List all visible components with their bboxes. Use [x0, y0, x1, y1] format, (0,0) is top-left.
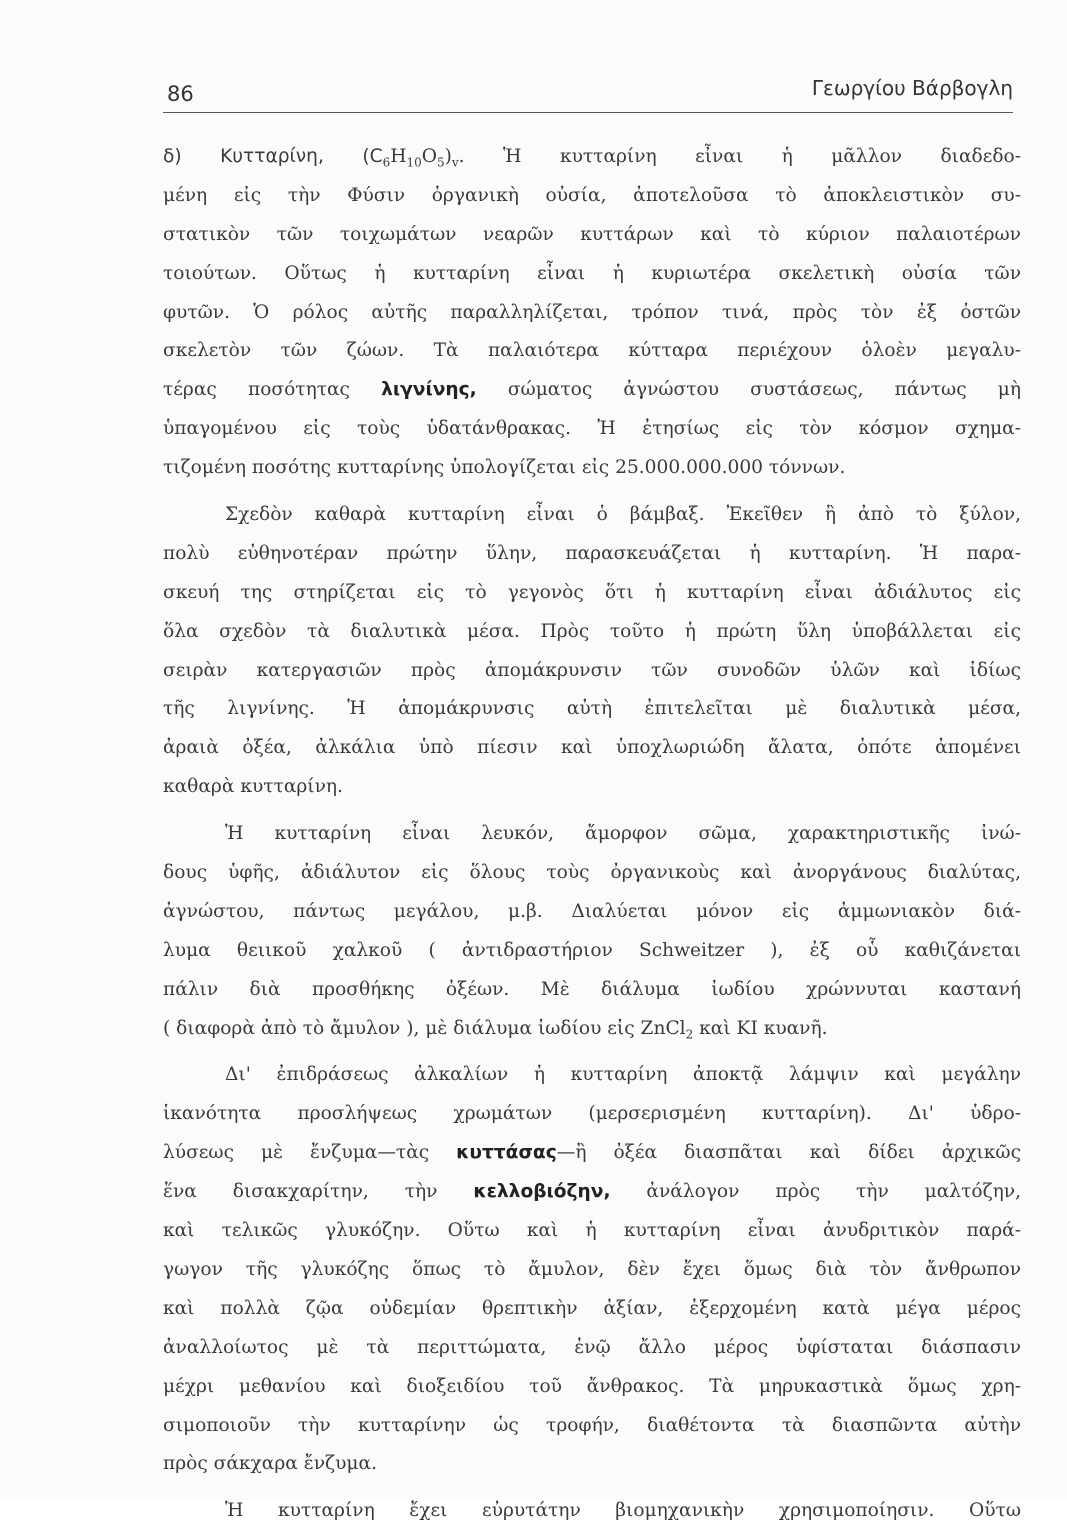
bold-term: κελλοβιόζην, — [473, 1181, 611, 1203]
text-line — [163, 932, 1021, 971]
text-line — [163, 294, 1021, 333]
body-text — [163, 138, 1021, 1531]
text-run: λυμα θειικοῦ χαλκοῦ ( ἀντιδραστήριον Schweitzer ), ἐξ οὗ καθιζάνεται — [163, 939, 1021, 961]
text-run: λύσεως μὲ ἔνζυμα—τὰς — [163, 1142, 457, 1164]
paragraph — [163, 496, 1021, 807]
text-line — [163, 371, 1021, 410]
text-line — [163, 893, 1021, 932]
text-run: Ἡ κυτταρίνη ἔχει εὐρυτάτην βιομηχανικὴν χρησιμοποίησιν. Οὕτω — [225, 1500, 1021, 1522]
text-run: ἀνάλογον πρὸς τὴν μαλτόζην, — [610, 1181, 1021, 1203]
text-run: καὶ KI κυανῆ. — [693, 1017, 828, 1039]
text-line — [163, 1492, 1021, 1531]
text-run: πάλιν διὰ προσθήκης ὀξέων. Μὲ διάλυμα ἰωδίου χρώννυται καστανή — [163, 978, 1021, 1000]
paragraph — [163, 1056, 1021, 1484]
text-run: ) — [444, 146, 452, 167]
bold-term: λιγνίνης, — [381, 379, 477, 401]
text-line — [163, 1173, 1021, 1212]
text-line — [163, 613, 1021, 652]
text-line — [163, 971, 1021, 1010]
text-run: ἕνα δισακχαρίτην, τὴν — [163, 1181, 474, 1203]
paragraph-gap — [163, 488, 1021, 496]
subscript: 2 — [685, 1027, 694, 1042]
text-run: τέρας ποσότητας — [163, 379, 382, 401]
text-run: ἱκανότητα προσλήψεως χρωμάτων (μερσερισμένη κυτταρίνη). Δι' ὑδρο- — [163, 1103, 1021, 1125]
text-line — [163, 574, 1021, 613]
text-line — [163, 768, 1021, 807]
running-title: Γεωργίου Βάρβογλη — [811, 76, 1013, 100]
text-run: σκελετὸν τῶν ζώων. Τὰ παλαιότερα κύτταρα περιέχουν ὁλοὲν μεγαλυ- — [163, 340, 1021, 362]
text-line — [163, 729, 1021, 768]
text-run: Ἡ κυτταρίνη εἶναι λευκόν, ἄμορφον σῶμα, χαρακτηριστικῆς ἰνώ- — [225, 823, 1021, 845]
text-line — [163, 1290, 1021, 1329]
paragraph-gap — [163, 807, 1021, 815]
text-line — [163, 449, 1021, 488]
paragraph — [163, 1492, 1021, 1531]
text-run: σιμοποιοῦν τὴν κυτταρίνην ὡς τροφήν, διαθέτοντα τὰ διασπῶντα αὐτὴν — [163, 1414, 1021, 1436]
text-line — [163, 1056, 1021, 1095]
text-run: τοιούτων. Οὕτως ἡ κυτταρίνη εἶναι ἡ κυριωτέρα σκελετικὴ οὐσία τῶν — [163, 262, 1021, 284]
subscript: 10 — [406, 155, 422, 170]
text-run: . Ἡ κυτταρίνη εἶναι ἡ μᾶλλον διαδεδο- — [458, 146, 1021, 167]
text-run: σκευή της στηρίζεται εἰς τὸ γεγονὸς ὅτι ἡ κυτταρίνη εἶναι ἀδιάλυτος εἰς — [163, 581, 1021, 603]
text-line — [163, 1368, 1021, 1407]
text-run: τιζομένη ποσότης κυτταρίνης ὑπολογίζεται εἰς 25.000.000.000 τόννων. — [163, 457, 846, 479]
text-line — [163, 1445, 1021, 1484]
paragraph — [163, 815, 1021, 1048]
text-run: καὶ πολλὰ ζῷα οὐδεμίαν θρεπτικὴν ἀξίαν, ἐξερχομένη κατὰ μέγα μέρος — [163, 1297, 1021, 1319]
paragraph — [163, 138, 1021, 488]
text-run: δους ὑφῆς, ἀδιάλυτον εἰς ὅλους τοὺς ὀργανικοὺς καὶ ἀνοργάνους διαλύτας, — [163, 862, 1021, 884]
text-line — [163, 1212, 1021, 1251]
text-run: O — [421, 146, 437, 167]
paragraph-gap — [163, 1484, 1021, 1492]
text-line — [163, 1251, 1021, 1290]
text-line — [163, 1010, 1021, 1049]
text-run: πολὺ εὐθηνοτέραν πρώτην ὕλην, παρασκευάζεται ἡ κυτταρίνη. Ἡ παρα- — [163, 542, 1021, 564]
text-run: Σχεδὸν καθαρὰ κυτταρίνη εἶναι ὁ βάμβαξ. Ἐκεῖθεν ἢ ἀπὸ τὸ ξύλον, — [225, 504, 1021, 526]
text-line — [163, 854, 1021, 893]
text-run: καθαρὰ κυτταρίνη. — [163, 776, 343, 798]
page-header — [163, 70, 1013, 114]
text-run: H — [390, 146, 407, 167]
header-rule — [163, 112, 1013, 113]
subscript: v — [451, 155, 459, 170]
text-run: σειρὰν κατεργασιῶν πρὸς ἀπομάκρυνσιν τῶν συνοδῶν ὑλῶν καὶ ἰδίως — [163, 659, 1021, 681]
text-run: ἀραιὰ ὀξέα, ἀλκάλια ὑπὸ πίεσιν καὶ ὑποχλωριώδη ἄλατα, ὁπότε ἀπομένει — [163, 737, 1021, 759]
page-number: 86 — [167, 82, 194, 106]
text-run: ὑπαγομένου εἰς τοὺς ὑδατάνθρακας. Ἡ ἐτησίως εἰς τὸν κόσμον σχημα- — [163, 418, 1021, 440]
text-line — [163, 1134, 1021, 1173]
text-line — [163, 216, 1021, 255]
text-run: ὅλα σχεδὸν τὰ διαλυτικὰ μέσα. Πρὸς τοῦτο ἡ πρώτη ὕλη ὑποβάλλεται εἰς — [163, 620, 1021, 642]
text-line — [163, 410, 1021, 449]
text-run: στατικὸν τῶν τοιχωμάτων νεαρῶν κυττάρων καὶ τὸ κύριον παλαιοτέρων — [163, 223, 1021, 245]
text-run: καὶ τελικῶς γλυκόζην. Οὕτω καὶ ἡ κυτταρίνη εἶναι ἀνυδριτικὸν παρά- — [163, 1220, 1021, 1242]
text-run: γωγον τῆς γλυκόζης ὅπως τὸ ἄμυλον, δὲν ἔχει ὅμως διὰ τὸν ἄνθρωπον — [163, 1258, 1021, 1280]
text-run: φυτῶν. Ὁ ρόλος αὐτῆς παραλληλίζεται, τρόπον τινά, πρὸς τὸν ἐξ ὀστῶν — [163, 301, 1021, 323]
text-line — [163, 535, 1021, 574]
text-run: ( διαφορὰ ἀπὸ τὸ ἄμυλον ), μὲ διάλυμα ἰωδίου εἰς ZnCl — [163, 1017, 686, 1039]
text-line — [163, 496, 1021, 535]
text-line — [163, 652, 1021, 691]
text-line — [163, 177, 1021, 216]
text-run: ἀναλλοίωτος μὲ τὰ περιττώματα, ἐνῷ ἄλλο μέρος ὑφίσταται διάσπασιν — [163, 1336, 1021, 1358]
text-run: δ) Κυτταρίνη, (C — [163, 146, 383, 167]
text-line — [163, 690, 1021, 729]
text-line — [163, 1329, 1021, 1368]
text-run: μένη εἰς τὴν Φύσιν ὀργανικὴ οὐσία, ἀποτελοῦσα τὸ ἀποκλειστικὸν συ- — [163, 184, 1021, 206]
text-line — [163, 1095, 1021, 1134]
text-line — [163, 138, 1021, 177]
subscript: 5 — [436, 155, 445, 170]
text-run: πρὸς σάκχαρα ἔνζυμα. — [163, 1453, 377, 1475]
text-line — [163, 815, 1021, 854]
text-run: ἀγνώστου, πάντως μεγάλου, μ.β. Διαλύεται μόνον εἰς ἀμμωνιακὸν διά- — [163, 900, 1021, 922]
text-run: τῆς λιγνίνης. Ἡ ἀπομάκρυνσις αὐτὴ ἐπιτελεῖται μὲ διαλυτικὰ μέσα, — [163, 698, 1021, 720]
text-run: Δι' ἐπιδράσεως ἀλκαλίων ἡ κυτταρίνη ἀποκτᾷ λάμψιν καὶ μεγάλην — [225, 1064, 1021, 1086]
subscript: 6 — [382, 155, 391, 170]
text-run: —ἢ ὀξέα διασπᾶται καὶ δίδει ἀρχικῶς — [556, 1142, 1021, 1164]
text-line — [163, 255, 1021, 294]
text-line — [163, 332, 1021, 371]
bold-term: κυττάσας — [456, 1142, 557, 1164]
text-run: μέχρι μεθανίου καὶ διοξειδίου τοῦ ἄνθρακος. Τὰ μηρυκαστικὰ ὅμως χρη- — [163, 1375, 1021, 1397]
text-line — [163, 1407, 1021, 1446]
paragraph-gap — [163, 1048, 1021, 1056]
text-run: σώματος ἀγνώστου συστάσεως, πάντως μὴ — [476, 379, 1021, 401]
